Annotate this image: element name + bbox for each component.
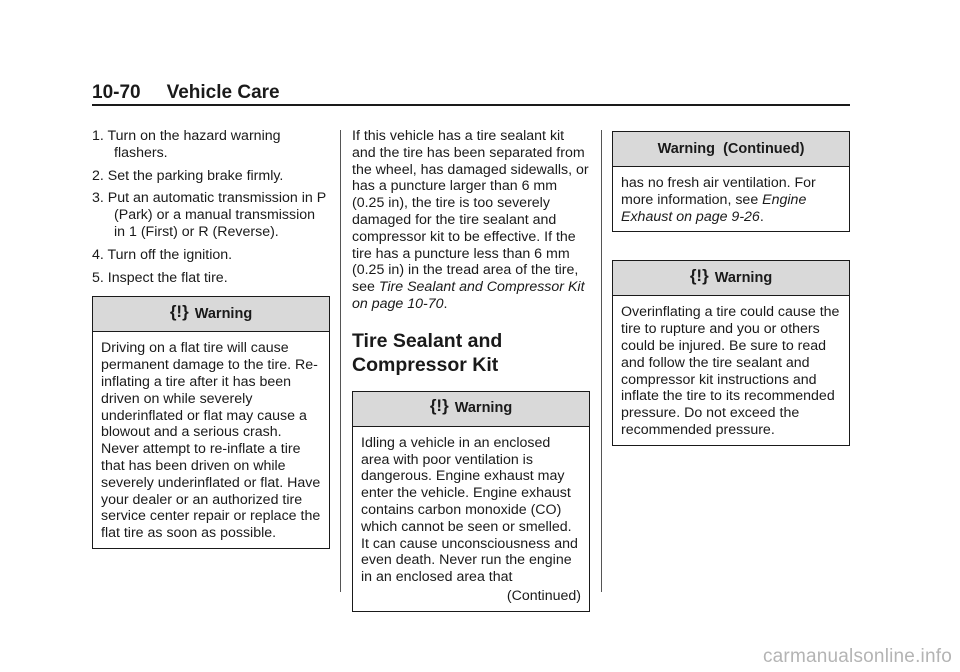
column-divider-1 [340, 130, 341, 592]
warning-header [93, 297, 329, 332]
column-3 [612, 131, 850, 446]
warning-body [353, 427, 589, 611]
warning-title: Warning [194, 305, 253, 322]
warning-box-continued [612, 131, 850, 232]
warning-box-overinflate [612, 260, 850, 445]
cross-reference-link[interactable]: Tire Sealant and Compressor Kit on page 10-70 [352, 279, 585, 312]
step-item: 1. Turn on the hazard warning flashers. [92, 128, 281, 161]
warning-title: Warning (Continued) [657, 140, 805, 157]
warning-text-end: . [759, 208, 764, 225]
column-divider-2 [601, 130, 602, 592]
warning-box-exhaust [352, 391, 590, 612]
warning-curl-icon: {!} [429, 396, 449, 416]
column-2 [352, 128, 590, 612]
warning-box-flat-tire [92, 296, 330, 549]
warning-title: Warning [454, 400, 513, 417]
section-title-header: Vehicle Care [166, 82, 280, 103]
warning-body [613, 167, 849, 231]
step-item: 3. Put an automatic transmission in P (Park) or a manual transmission in 1 (First) or R (Reverse). [92, 190, 326, 240]
page-header [92, 80, 850, 106]
warning-header [613, 261, 849, 296]
page-number: 10-70 [92, 82, 141, 103]
watermark-text: carmanualsonline.info [762, 646, 952, 667]
warning-curl-icon: {!} [689, 265, 709, 285]
warning-curl-icon: {!} [169, 301, 189, 321]
step-item: 5. Inspect the flat tire. [92, 269, 228, 286]
step-item: 2. Set the parking brake firmly. [92, 167, 284, 184]
paragraph-end: . [443, 295, 448, 312]
column-1 [92, 128, 330, 549]
warning-title: Warning [714, 269, 773, 286]
paragraph-text: If this vehicle has a tire sealant kit and the tire has been separated from the wheel, has damaged sidewalls, or has a puncture larger than 6 mm (0.25 in), the tire is too severely damaged for the tire sealant and compressor kit to be effective. If the tire has a puncture less than 6 mm (0.25 in) in the tread area of the tire, see [352, 128, 589, 296]
continued-label: (Continued) [506, 587, 581, 604]
sealant-paragraph [352, 128, 590, 313]
warning-text: Driving on a flat tire will cause permanent damage to the tire. Re-inflating a tire after it has been driven on while severely underinflated or flat may cause a blowout and a serious crash. Never attempt to re-inflate a tire that has been driven on while severely underinflated or flat. Have your dealer or an authorized tire service center repair or replace the flat tire as soon as possible. [101, 340, 321, 542]
warning-header [613, 132, 849, 167]
header-rule [92, 104, 850, 106]
step-item: 4. Turn off the ignition. [92, 246, 233, 263]
section-heading: Tire Sealant and Compressor Kit [352, 329, 503, 376]
warning-text: has no fresh air ventilation. For more information, see [621, 175, 816, 208]
steps-list [92, 128, 330, 286]
warning-header [353, 392, 589, 427]
cross-reference-link[interactable]: Engine Exhaust on page 9-26 [621, 191, 807, 225]
warning-text: Overinflating a tire could cause the tire to rupture and you or others could be injured. Be sure to read and follow the tire sealant and compressor kit instructions and inflate the tire to its recommended pressure. Do not exceed the recommended pressure. [621, 304, 840, 438]
warning-text: Idling a vehicle in an enclosed area with poor ventilation is dangerous. Engine exhaust may enter the vehicle. Engine exhaust contains carbon monoxide (CO) which cannot be seen or smelled. It can cause unconsciousness and even death. Never run the engine in an enclosed area that [361, 434, 578, 586]
